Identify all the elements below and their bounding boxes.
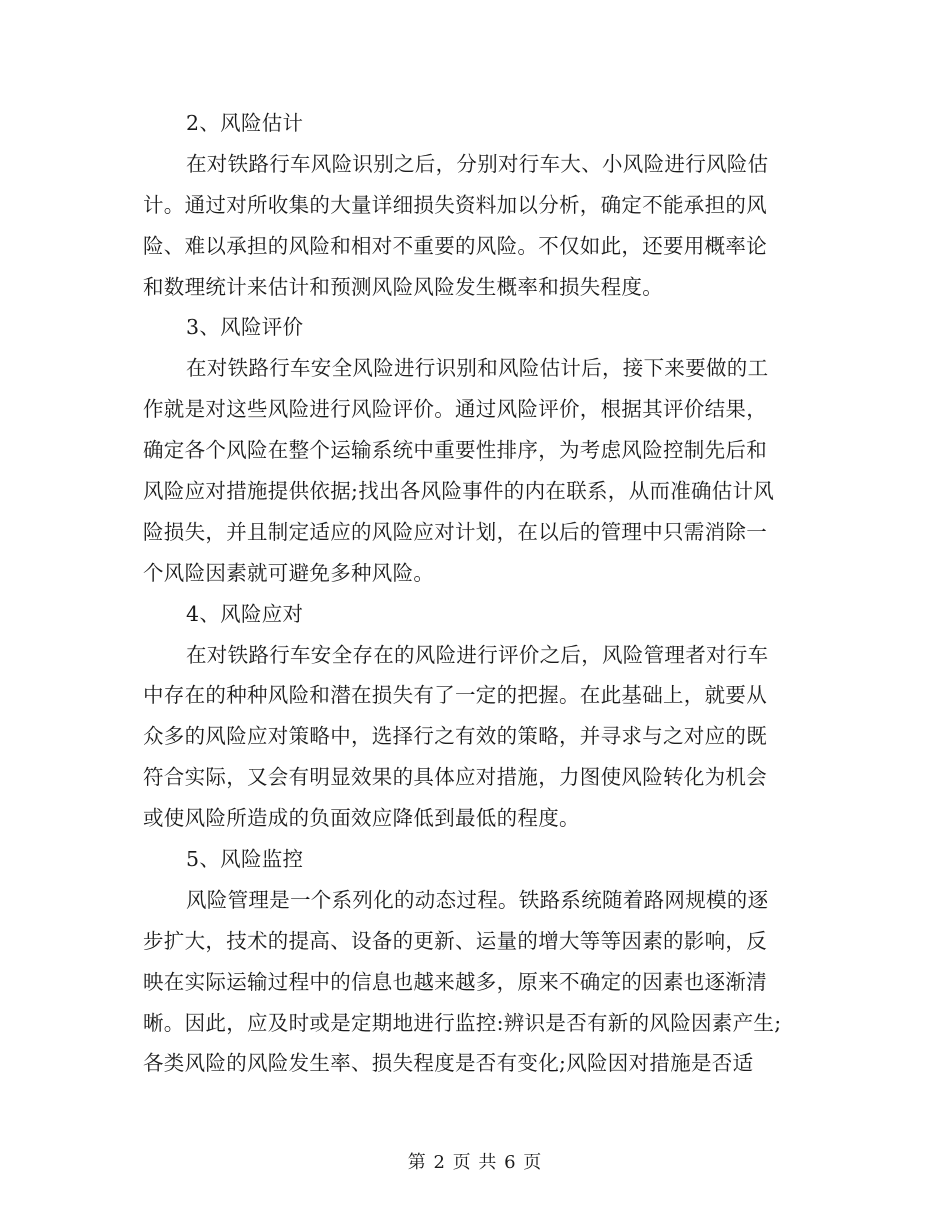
section-heading-risk-estimation: 2、风险估计 xyxy=(186,111,304,135)
paragraph-line: 个风险因素就可避免多种风险。 xyxy=(143,560,435,585)
section-heading-risk-evaluation: 3、风险评价 xyxy=(186,315,304,340)
paragraph-line: 或使风险所造成的负面效应降低到最低的程度。 xyxy=(143,806,580,831)
paragraph-line: 各类风险的风险发生率、损失程度是否有变化;风险因对措施是否适 xyxy=(143,1051,754,1076)
paragraph-line: 风险应对措施提供依据;找出各风险事件的内在联系，从而准确估计风 xyxy=(143,479,775,504)
paragraph-line: 在对铁路行车安全风险进行识别和风险估计后，接下来要做的工 xyxy=(186,356,769,381)
paragraph-line: 计。通过对所收集的大量详细损失资料加以分析，确定不能承担的风 xyxy=(143,192,767,217)
paragraph-line: 众多的风险应对策略中，选择行之有效的策略，并寻求与之对应的既 xyxy=(143,724,767,749)
paragraph-line: 步扩大，技术的提高、设备的更新、运量的增大等等因素的影响，反 xyxy=(143,928,767,953)
page-body xyxy=(143,103,833,1084)
paragraph-line: 确定各个风险在整个运输系统中重要性排序，为考虑风险控制先后和 xyxy=(143,438,767,463)
paragraph-line: 风险管理是一个系列化的动态过程。铁路系统随着路网规模的逐 xyxy=(186,887,769,912)
page-number-footer: 第 2 页 共 6 页 xyxy=(407,1152,543,1173)
paragraph-line: 和数理统计来估计和预测风险风险发生概率和损失程度。 xyxy=(143,274,663,299)
paragraph-line: 晰。因此，应及时或是定期地进行监控:辨识是否有新的风险因素产生; xyxy=(143,1010,782,1035)
paragraph-line: 中存在的种种风险和潜在损失有了一定的把握。在此基础上，就要从 xyxy=(143,683,767,708)
paragraph-line: 作就是对这些风险进行风险评价。通过风险评价，根据其评价结果， xyxy=(143,397,767,422)
paragraph-line: 映在实际运输过程中的信息也越来越多，原来不确定的因素也逐渐清 xyxy=(143,969,767,994)
section-heading-risk-response: 4、风险应对 xyxy=(186,601,304,626)
paragraph-line: 符合实际，又会有明显效果的具体应对措施，力图使风险转化为机会 xyxy=(143,765,767,790)
paragraph-line: 险损失，并且制定适应的风险应对计划，在以后的管理中只需消除一 xyxy=(143,519,767,544)
paragraph-line: 在对铁路行车安全存在的风险进行评价之后，风险管理者对行车 xyxy=(186,642,769,667)
section-heading-risk-monitoring: 5、风险监控 xyxy=(186,847,304,872)
paragraph-line: 险、难以承担的风险和相对不重要的风险。不仅如此，还要用概率论 xyxy=(143,233,767,258)
paragraph-line: 在对铁路行车风险识别之后，分别对行车大、小风险进行风险估 xyxy=(186,151,769,176)
